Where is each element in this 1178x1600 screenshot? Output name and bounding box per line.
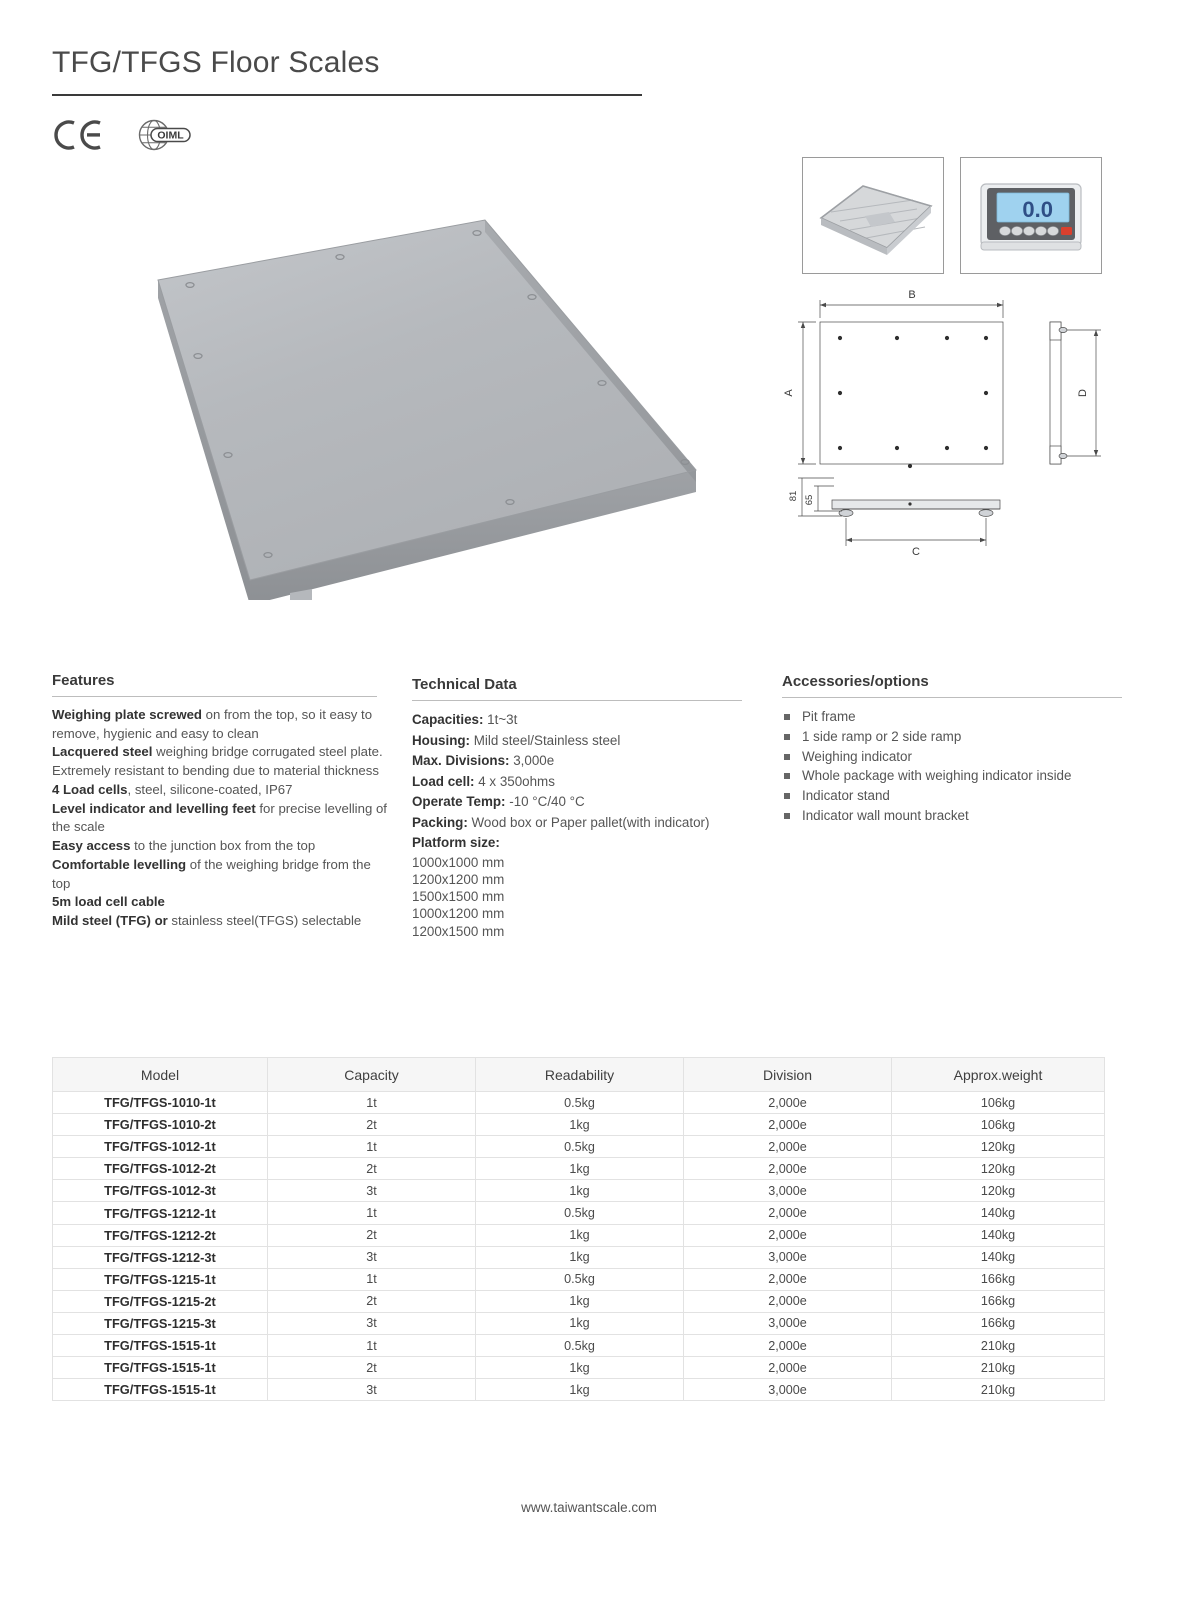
- table-column-header: Model: [53, 1058, 268, 1092]
- technical-spec-key: Max. Divisions:: [412, 753, 510, 768]
- table-cell: 1kg: [476, 1158, 684, 1180]
- technical-spec-value: 3,000e: [509, 753, 555, 768]
- table-column-header: Approx.weight: [892, 1058, 1105, 1092]
- table-cell: 120kg: [892, 1180, 1105, 1202]
- table-cell: 2t: [268, 1224, 476, 1246]
- feature-item: [52, 893, 392, 912]
- table-cell: 0.5kg: [476, 1268, 684, 1290]
- table-cell: 2,000e: [684, 1114, 892, 1136]
- technical-data-section: [412, 676, 757, 940]
- dim-label-a: A: [783, 389, 795, 397]
- table-cell: 2,000e: [684, 1357, 892, 1379]
- table-cell: 1kg: [476, 1290, 684, 1312]
- table-row: [53, 1268, 1105, 1290]
- technical-spec-item: [412, 813, 757, 834]
- table-cell: 2t: [268, 1357, 476, 1379]
- technical-spec-key: Load cell:: [412, 773, 475, 789]
- table-cell: 0.5kg: [476, 1136, 684, 1158]
- feature-item-text: for precise levelling of the scale: [52, 800, 387, 835]
- table-cell: 3t: [268, 1246, 476, 1268]
- footer-website[interactable]: www.taiwantscale.com: [521, 1500, 657, 1515]
- table-cell: 120kg: [892, 1136, 1105, 1158]
- certification-marks: [54, 118, 194, 152]
- table-cell: 2t: [268, 1114, 476, 1136]
- table-cell: 0.5kg: [476, 1202, 684, 1224]
- technical-spec-value: -10 °C/40 °C: [505, 794, 585, 809]
- platform-size-item: 1200x1200 mm: [412, 871, 505, 887]
- feature-item: [52, 743, 392, 780]
- table-cell: 2t: [268, 1158, 476, 1180]
- platform-size-item: 1500x1500 mm: [412, 889, 505, 905]
- table-cell: 120kg: [892, 1158, 1105, 1180]
- feature-item: [52, 800, 392, 837]
- table-row: [53, 1290, 1105, 1312]
- title-divider: [52, 94, 642, 96]
- table-row: [53, 1379, 1105, 1401]
- table-cell: 1t: [268, 1335, 476, 1357]
- feature-item-text: to the junction box from the top: [130, 838, 316, 854]
- table-row: [53, 1335, 1105, 1357]
- page-title: TFG/TFGS Floor Scales: [52, 46, 380, 79]
- table-body: [53, 1092, 1105, 1401]
- feature-item: [52, 856, 392, 893]
- feature-item-bold: Lacquered steel: [52, 744, 153, 760]
- table-cell: 1t: [268, 1136, 476, 1158]
- table-cell: 1t: [268, 1268, 476, 1290]
- platform-size-label: Platform size:: [412, 835, 500, 850]
- feature-item: [52, 837, 392, 856]
- oiml-mark-icon: [132, 118, 194, 152]
- table-cell: 140kg: [892, 1224, 1105, 1246]
- platform-size-item: 1000x1000 mm: [412, 854, 505, 870]
- table-cell-model: TFG/TFGS-1212-1t: [53, 1202, 268, 1224]
- table-cell-model: TFG/TFGS-1215-2t: [53, 1290, 268, 1312]
- feature-item-bold: Mild steel (TFG) or: [52, 913, 168, 929]
- thumbnail-weighing-indicator[interactable]: [960, 157, 1102, 274]
- table-column-header: Capacity: [268, 1058, 476, 1092]
- table-cell: 1kg: [476, 1357, 684, 1379]
- accessory-item: Pit frame: [782, 707, 1132, 727]
- technical-spec-item: [412, 792, 757, 813]
- table-cell: 2,000e: [684, 1158, 892, 1180]
- table-cell: 1kg: [476, 1246, 684, 1268]
- table-row: [53, 1136, 1105, 1158]
- table-cell: 166kg: [892, 1290, 1105, 1312]
- table-cell: 1kg: [476, 1180, 684, 1202]
- model-specification-table: [52, 1057, 1104, 1401]
- table-cell: 2t: [268, 1290, 476, 1312]
- table-column-header: Readability: [476, 1058, 684, 1092]
- table-cell: 3t: [268, 1312, 476, 1334]
- table-cell: 1t: [268, 1202, 476, 1224]
- table-cell: 0.5kg: [476, 1092, 684, 1114]
- table-cell-model: TFG/TFGS-1212-2t: [53, 1224, 268, 1246]
- table-cell-model: TFG/TFGS-1215-3t: [53, 1312, 268, 1334]
- table-column-header: Division: [684, 1058, 892, 1092]
- feature-item-text: weighing bridge corrugated steel plate. Extremely resistant to bending due to material thickness: [52, 744, 383, 779]
- table-row: [53, 1180, 1105, 1202]
- accessory-item: Whole package with weighing indicator inside: [782, 766, 1132, 786]
- table-cell-model: TFG/TFGS-1012-3t: [53, 1180, 268, 1202]
- feature-item-bold: Easy access: [52, 838, 131, 854]
- table-cell: 106kg: [892, 1114, 1105, 1136]
- technical-spec-key: Operate Temp:: [412, 794, 506, 809]
- table-cell: 2,000e: [684, 1092, 892, 1114]
- table-cell: 166kg: [892, 1312, 1105, 1334]
- table-cell: 2,000e: [684, 1136, 892, 1158]
- accessories-heading: Accessories/options: [782, 673, 1122, 698]
- features-section: [52, 672, 392, 931]
- table-cell: 106kg: [892, 1092, 1105, 1114]
- dim-label-c: C: [912, 546, 920, 558]
- table-cell: 3,000e: [684, 1379, 892, 1401]
- table-cell-model: TFG/TFGS-1515-1t: [53, 1357, 268, 1379]
- table-row: [53, 1158, 1105, 1180]
- weighing-indicator-image: [965, 162, 1097, 269]
- table-cell: 210kg: [892, 1357, 1105, 1379]
- table-cell: 140kg: [892, 1202, 1105, 1224]
- table-cell: 1kg: [476, 1312, 684, 1334]
- ce-mark-icon: [54, 119, 104, 151]
- table-cell: 0.5kg: [476, 1335, 684, 1357]
- svg-text:0.0: 0.0: [1022, 197, 1053, 222]
- table-cell: 2,000e: [684, 1335, 892, 1357]
- table-row: [53, 1357, 1105, 1379]
- accessories-list: [782, 707, 1132, 826]
- feature-item: [52, 706, 392, 743]
- table-cell-model: TFG/TFGS-1010-1t: [53, 1092, 268, 1114]
- table-cell-model: TFG/TFGS-1515-1t: [53, 1379, 268, 1401]
- feature-item-bold: Weighing plate screwed: [52, 707, 202, 722]
- table-cell-model: TFG/TFGS-1012-1t: [53, 1136, 268, 1158]
- technical-data-heading: Technical Data: [412, 676, 742, 701]
- table-cell: 3,000e: [684, 1312, 892, 1334]
- table-cell: 210kg: [892, 1335, 1105, 1357]
- dim-label-d: D: [1077, 389, 1089, 397]
- table-cell: 1kg: [476, 1224, 684, 1246]
- technical-spec-value: 4 x 350ohms: [474, 773, 555, 789]
- spec-table: [52, 1057, 1105, 1401]
- feature-item-bold: Level indicator and levelling feet: [52, 800, 256, 816]
- technical-spec-item: [412, 710, 757, 731]
- table-cell: 210kg: [892, 1379, 1105, 1401]
- table-cell-model: TFG/TFGS-1215-1t: [53, 1268, 268, 1290]
- feature-item-bold: 4 Load cells: [52, 781, 128, 797]
- accessory-item: Weighing indicator: [782, 747, 1132, 767]
- table-row: [53, 1202, 1105, 1224]
- table-row: [53, 1224, 1105, 1246]
- table-cell: 3,000e: [684, 1246, 892, 1268]
- feature-item-bold: Comfortable levelling: [52, 856, 187, 872]
- accessory-item: Indicator stand: [782, 786, 1132, 806]
- product-thumbnails: [802, 157, 1102, 274]
- table-cell: 2,000e: [684, 1202, 892, 1224]
- technical-spec-list: [412, 710, 757, 833]
- table-row: [53, 1246, 1105, 1268]
- oiml-label: OIML: [157, 129, 184, 142]
- table-cell: 1kg: [476, 1379, 684, 1401]
- technical-spec-item: [412, 751, 757, 772]
- table-cell: 3t: [268, 1379, 476, 1401]
- technical-spec-value: Wood box or Paper pallet(with indicator): [467, 814, 710, 830]
- accessories-section: [782, 673, 1132, 826]
- accessory-item: Indicator wall mount bracket: [782, 806, 1132, 826]
- features-list: [52, 706, 392, 931]
- table-cell: 1t: [268, 1092, 476, 1114]
- table-row: [53, 1312, 1105, 1334]
- feature-item-text: , steel, silicone-coated, IP67: [127, 781, 293, 797]
- table-cell-model: TFG/TFGS-1012-2t: [53, 1158, 268, 1180]
- table-cell-model: TFG/TFGS-1515-1t: [53, 1335, 268, 1357]
- feature-item: [52, 781, 392, 800]
- technical-spec-item: [412, 731, 757, 752]
- table-cell: 1kg: [476, 1114, 684, 1136]
- dim-label-b: B: [908, 289, 916, 301]
- technical-spec-key: Housing:: [412, 732, 471, 748]
- table-cell-model: TFG/TFGS-1212-3t: [53, 1246, 268, 1268]
- technical-drawings: [762, 278, 1122, 563]
- table-cell: 140kg: [892, 1246, 1105, 1268]
- technical-spec-key: Packing:: [412, 814, 468, 830]
- dim-label-81: 81: [788, 490, 799, 502]
- thumbnail-pit-frame[interactable]: [802, 157, 944, 274]
- table-cell: 166kg: [892, 1268, 1105, 1290]
- dim-label-65: 65: [804, 494, 815, 506]
- table-cell: 2,000e: [684, 1224, 892, 1246]
- platform-size-item: 1200x1500 mm: [412, 923, 505, 939]
- table-header-row: [53, 1058, 1105, 1092]
- pit-frame-image: [807, 162, 939, 269]
- table-cell: 3t: [268, 1180, 476, 1202]
- platform-size-item: 1000x1200 mm: [412, 906, 505, 922]
- table-row: [53, 1114, 1105, 1136]
- technical-spec-value: 1t~3t: [483, 712, 518, 727]
- feature-item-text: on from the top, so it easy to remove, hygienic and easy to clean: [52, 707, 373, 741]
- table-cell: 3,000e: [684, 1180, 892, 1202]
- table-cell: 2,000e: [684, 1290, 892, 1312]
- table-cell: 2,000e: [684, 1268, 892, 1290]
- feature-item-text: of the weighing bridge from the top: [52, 856, 371, 891]
- product-photo-floor-scale: [140, 180, 710, 600]
- platform-size-list: [412, 854, 757, 940]
- table-cell-model: TFG/TFGS-1010-2t: [53, 1114, 268, 1136]
- technical-spec-key: Capacities:: [412, 712, 484, 727]
- feature-item-text: stainless steel(TFGS) selectable: [167, 913, 362, 929]
- table-row: [53, 1092, 1105, 1114]
- feature-item: [52, 912, 392, 931]
- features-heading: Features: [52, 672, 377, 697]
- accessory-item: 1 side ramp or 2 side ramp: [782, 727, 1132, 747]
- technical-spec-value: Mild steel/Stainless steel: [470, 732, 621, 748]
- feature-item-bold: 5m load cell cable: [52, 894, 165, 910]
- technical-spec-item: [412, 772, 757, 793]
